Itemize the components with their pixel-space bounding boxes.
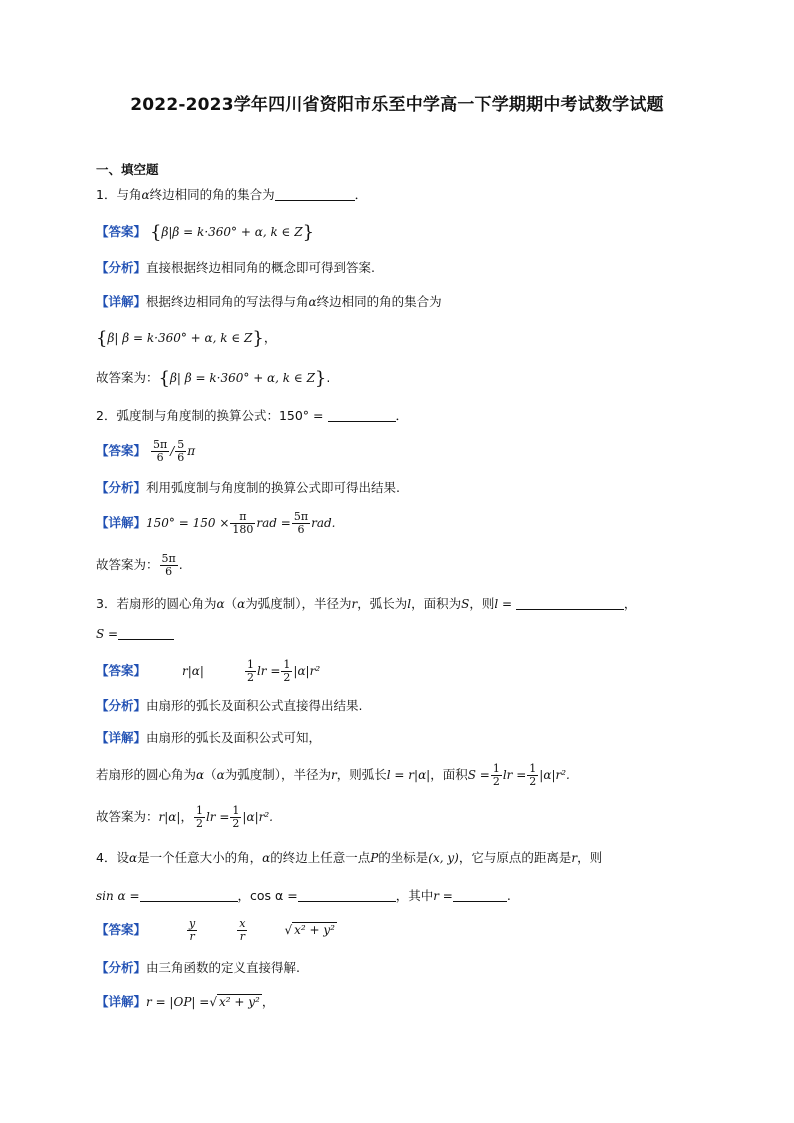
q3-answer: 【答案】 r|α| $\frac{1}{2}$ lr = $\frac{1}{2}$ |α|r² (96, 658, 321, 684)
page-title: 2022-2023学年四川省资阳市乐至中学高一下学期期中考试数学试题 (130, 95, 664, 115)
q1-stem: 1．与角α终边相同的角的集合为 ． (96, 187, 368, 202)
q3-stem: 3．若扇形的圆心角为α（α为弧度制），半径为r，弧长为l，面积为S，则l = ， (96, 596, 637, 611)
analysis-tag: 【分析】 (96, 698, 147, 713)
q3-detail: 【详解】由扇形的弧长及面积公式可知， (96, 730, 322, 745)
q4-detail: 【详解】r = |OP| =√ x² + y² ， (96, 994, 275, 1009)
q1-set: {β| β = k·360° + α, k ∈ Z}， (96, 328, 277, 349)
q1-detail: 【详解】根据终边相同角的写法得与角α终边相同的角的集合为 (96, 294, 442, 309)
answer-tag: 【答案】 (96, 922, 147, 937)
q4-analysis: 【分析】由三角函数的定义直接得解. (96, 960, 300, 975)
analysis-tag: 【分析】 (96, 260, 147, 275)
q2-detail: 【详解】150° = 150 × $\frac{\pi}{180}$ rad = $\frac{5\pi}{6}$ rad. (96, 510, 336, 536)
q3-detail-formula: 若扇形的圆心角为α（α为弧度制），半径为r，则弧长l = r|α|，面积S = $\frac{1}{2}$ lr = $\frac{1}{2}$ |α|r². (96, 762, 570, 788)
q1-analysis: 【分析】直接根据终边相同角的概念即可得到答案. (96, 260, 375, 275)
q4-answer: 【答案】 $\frac{y}{r}$ $\frac{x}{r}$ √ x² + y² (96, 917, 335, 943)
q4-stem: 4．设α是一个任意大小的角，α的终边上任意一点P的坐标是(x, y)，它与原点的距离是r，则 (96, 850, 603, 865)
q4-stem-line2: sin α = ，cos α = ，其中r = . (96, 888, 511, 903)
q2-answer: 【答案】 $\frac{5\pi}{6}$ / $\frac{5}{6}$ π (96, 438, 196, 464)
detail-tag: 【详解】 (96, 294, 147, 309)
q2-final: 故答案为： $\frac{5\pi}{6}$ . (96, 552, 183, 578)
answer-tag: 【答案】 (96, 663, 147, 678)
detail-tag: 【详解】 (96, 515, 147, 530)
answer-tag: 【答案】 (96, 224, 147, 239)
q1-final: 故答案为：{β| β = k·360° + α, k ∈ Z}. (96, 368, 331, 389)
q1-answer: 【答案】 {β|β = k·360° + α, k ∈ Z} (96, 222, 315, 243)
analysis-tag: 【分析】 (96, 960, 147, 975)
q2-analysis: 【分析】利用弧度制与角度制的换算公式即可得出结果. (96, 480, 400, 495)
detail-tag: 【详解】 (96, 730, 147, 745)
q3-final: 故答案为：r|α|， $\frac{1}{2}$ lr = $\frac{1}{2}$ |α|r². (96, 804, 273, 830)
section-heading: 一、填空题 (96, 162, 159, 177)
q2-stem: 2．弧度制与角度制的换算公式：150° = ． (96, 408, 409, 423)
analysis-tag: 【分析】 (96, 480, 147, 495)
answer-tag: 【答案】 (96, 443, 147, 458)
q3-stem-line2: S = (96, 624, 174, 644)
detail-tag: 【详解】 (96, 994, 147, 1009)
q3-analysis: 【分析】由扇形的弧长及面积公式直接得出结果. (96, 698, 363, 713)
